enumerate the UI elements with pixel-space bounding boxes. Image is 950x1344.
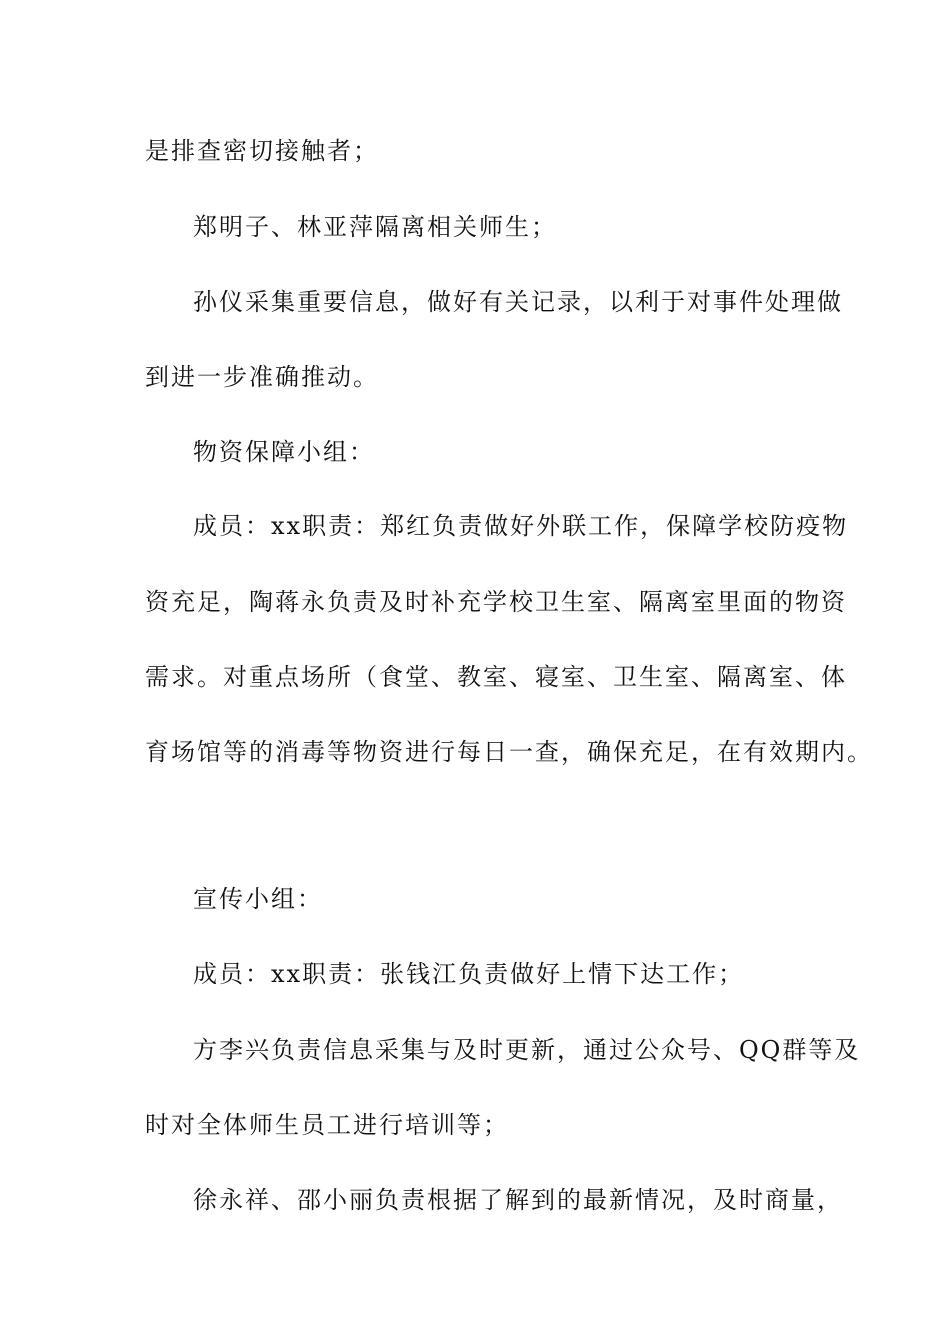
section-heading-publicity: 宣传小组： (193, 885, 323, 913)
text-line-14: 徐永祥、邵小丽负责根据了解到的最新情况，及时商量， (193, 1186, 843, 1214)
text-line-9: 育场馆等的消毒等物资进行每日一查，确保充足，在有效期内。 (145, 738, 873, 766)
text-line-11: 成员：xx职责：张钱江负责做好上情下达工作； (193, 960, 745, 988)
text-line-12: 方李兴负责信息采集与及时更新，通过公众号、QQ群等及 (193, 1036, 861, 1064)
text-line-13: 时对全体师生员工进行培训等； (145, 1111, 509, 1139)
text-line-1: 是排查密切接触者； (145, 137, 379, 165)
text-line-8: 需求。对重点场所（食堂、教室、寝室、卫生室、隔离室、体 (145, 663, 847, 691)
text-line-2: 郑明子、林亚萍隔离相关师生； (193, 213, 557, 241)
text-line-3: 孙仪采集重要信息，做好有关记录，以利于对事件处理做 (193, 288, 843, 316)
section-heading-materials: 物资保障小组： (193, 438, 375, 466)
text-line-6: 成员：xx职责：郑红负责做好外联工作，保障学校防疫物 (193, 512, 849, 540)
text-line-7: 资充足，陶蒋永负责及时补充学校卫生室、隔离室里面的物资 (145, 588, 847, 616)
text-line-4: 到进一步准确推动。 (145, 363, 379, 391)
